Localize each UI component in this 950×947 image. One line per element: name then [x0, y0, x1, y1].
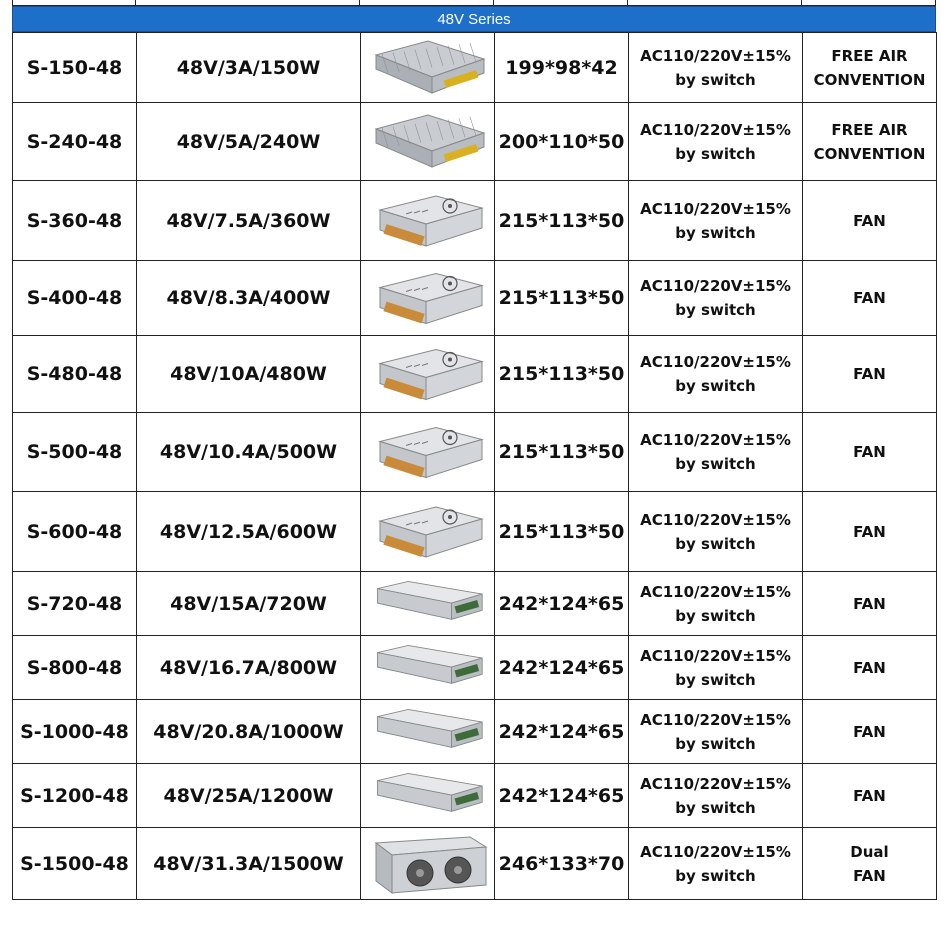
cooling-line1: FAN [853, 211, 886, 230]
product-image-cell [361, 700, 495, 764]
previous-header-stub [12, 0, 936, 6]
cooling-cell [803, 261, 937, 336]
dimensions-cell: 215*113*50 [495, 261, 629, 336]
cooling-cell [803, 103, 937, 181]
power-supply-image [366, 768, 490, 824]
product-image-cell [361, 261, 495, 336]
dimensions-cell: 215*113*50 [495, 492, 629, 572]
product-image-cell [361, 103, 495, 181]
product-image-cell [361, 492, 495, 572]
input-voltage-line1: AC110/220V±15% [640, 199, 791, 218]
cooling-cell [803, 572, 937, 636]
output-spec-cell: 48V/10A/480W [137, 336, 361, 413]
input-voltage-cell [629, 492, 803, 572]
model-cell: S-1200-48 [13, 764, 137, 828]
output-spec-cell: 48V/3A/150W [137, 33, 361, 103]
cooling-line1: FAN [853, 594, 886, 613]
product-image-cell [361, 33, 495, 103]
table-row [13, 33, 937, 103]
input-voltage-line2: by switch [675, 798, 756, 817]
input-voltage-line1: AC110/220V±15% [640, 510, 791, 529]
product-image-cell [361, 413, 495, 492]
product-image-cell [361, 181, 495, 261]
dimensions-cell: 215*113*50 [495, 413, 629, 492]
model-cell: S-360-48 [13, 181, 137, 261]
input-voltage-line2: by switch [675, 301, 756, 319]
input-voltage-line2: by switch [675, 223, 756, 242]
model-cell: S-720-48 [13, 572, 137, 636]
table-row [13, 828, 937, 900]
input-voltage-cell [629, 764, 803, 828]
input-voltage-line2: by switch [675, 377, 756, 395]
cooling-line1: FAN [853, 443, 886, 461]
product-image-cell [361, 636, 495, 700]
input-voltage-cell [629, 181, 803, 261]
series-title: 48V Series [12, 6, 936, 32]
cooling-line1: FAN [853, 365, 886, 383]
dimensions-cell: 242*124*65 [495, 572, 629, 636]
input-voltage-line2: by switch [675, 734, 756, 753]
table-row [13, 261, 937, 336]
input-voltage-line2: by switch [675, 455, 756, 473]
power-supply-image [366, 640, 490, 696]
model-cell: S-400-48 [13, 261, 137, 336]
input-voltage-line2: by switch [675, 144, 756, 163]
cooling-line1: FREE AIR [831, 46, 908, 65]
input-voltage-cell [629, 261, 803, 336]
cooling-cell [803, 636, 937, 700]
output-spec-cell: 48V/25A/1200W [137, 764, 361, 828]
spec-table [12, 32, 937, 900]
cooling-line1: FREE AIR [831, 120, 908, 139]
input-voltage-line1: AC110/220V±15% [640, 710, 791, 729]
power-supply-image [366, 832, 490, 896]
cooling-line1: FAN [853, 289, 886, 307]
cooling-cell [803, 413, 937, 492]
input-voltage-cell [629, 700, 803, 764]
cooling-cell [803, 700, 937, 764]
power-supply-image [366, 37, 490, 99]
input-voltage-line2: by switch [675, 866, 756, 885]
output-spec-cell: 48V/20.8A/1000W [137, 700, 361, 764]
power-supply-image [366, 107, 490, 177]
cooling-cell [803, 336, 937, 413]
cooling-cell [803, 492, 937, 572]
input-voltage-line1: AC110/220V±15% [640, 120, 791, 139]
model-cell: S-150-48 [13, 33, 137, 103]
power-supply-image [366, 496, 490, 568]
input-voltage-cell [629, 572, 803, 636]
power-supply-image [366, 576, 490, 632]
cooling-line1: FAN [853, 786, 886, 805]
dimensions-cell: 242*124*65 [495, 700, 629, 764]
cooling-line2: CONVENTION [813, 144, 926, 163]
model-cell: S-480-48 [13, 336, 137, 413]
input-voltage-line1: AC110/220V±15% [640, 431, 791, 449]
input-voltage-cell [629, 103, 803, 181]
cooling-line1: FAN [853, 522, 886, 541]
input-voltage-line2: by switch [675, 670, 756, 689]
model-cell: S-1000-48 [13, 700, 137, 764]
product-image-cell [361, 764, 495, 828]
input-voltage-line1: AC110/220V±15% [640, 774, 791, 793]
product-image-cell [361, 572, 495, 636]
input-voltage-cell [629, 828, 803, 900]
output-spec-cell: 48V/8.3A/400W [137, 261, 361, 336]
input-voltage-line2: by switch [675, 534, 756, 553]
product-image-cell [361, 336, 495, 413]
cooling-cell [803, 181, 937, 261]
input-voltage-line1: AC110/220V±15% [640, 46, 791, 65]
power-supply-image [366, 340, 490, 409]
input-voltage-line2: by switch [675, 606, 756, 625]
cooling-line1: Dual [850, 842, 889, 861]
table-row [13, 492, 937, 572]
table-row [13, 103, 937, 181]
cooling-cell [803, 764, 937, 828]
table-row [13, 700, 937, 764]
dimensions-cell: 215*113*50 [495, 181, 629, 261]
table-row [13, 764, 937, 828]
model-cell: S-800-48 [13, 636, 137, 700]
output-spec-cell: 48V/10.4A/500W [137, 413, 361, 492]
table-row [13, 413, 937, 492]
input-voltage-cell [629, 336, 803, 413]
product-image-cell [361, 828, 495, 900]
table-row [13, 336, 937, 413]
output-spec-cell: 48V/12.5A/600W [137, 492, 361, 572]
cooling-cell [803, 33, 937, 103]
table-row [13, 181, 937, 261]
dimensions-cell: 242*124*65 [495, 764, 629, 828]
input-voltage-line1: AC110/220V±15% [640, 646, 791, 665]
table-row [13, 572, 937, 636]
model-cell: S-240-48 [13, 103, 137, 181]
power-supply-image [366, 185, 490, 257]
cooling-line1: FAN [853, 658, 886, 677]
cooling-line1: FAN [853, 722, 886, 741]
output-spec-cell: 48V/7.5A/360W [137, 181, 361, 261]
output-spec-cell: 48V/31.3A/1500W [137, 828, 361, 900]
cooling-line2: FAN [853, 866, 886, 885]
input-voltage-cell [629, 413, 803, 492]
cooling-cell [803, 828, 937, 900]
table-row [13, 636, 937, 700]
dimensions-cell: 246*133*70 [495, 828, 629, 900]
dimensions-cell: 215*113*50 [495, 336, 629, 413]
dimensions-cell: 199*98*42 [495, 33, 629, 103]
model-cell: S-1500-48 [13, 828, 137, 900]
spec-table-body [13, 33, 937, 900]
input-voltage-line2: by switch [675, 70, 756, 89]
model-cell: S-600-48 [13, 492, 137, 572]
model-cell: S-500-48 [13, 413, 137, 492]
input-voltage-cell [629, 636, 803, 700]
spec-sheet [12, 0, 936, 900]
dimensions-cell: 242*124*65 [495, 636, 629, 700]
dimensions-cell: 200*110*50 [495, 103, 629, 181]
output-spec-cell: 48V/16.7A/800W [137, 636, 361, 700]
input-voltage-cell [629, 33, 803, 103]
input-voltage-line1: AC110/220V±15% [640, 277, 791, 295]
input-voltage-line1: AC110/220V±15% [640, 582, 791, 601]
output-spec-cell: 48V/5A/240W [137, 103, 361, 181]
power-supply-image [366, 265, 490, 332]
output-spec-cell: 48V/15A/720W [137, 572, 361, 636]
cooling-line2: CONVENTION [813, 70, 926, 89]
input-voltage-line1: AC110/220V±15% [640, 842, 791, 861]
power-supply-image [366, 417, 490, 488]
input-voltage-line1: AC110/220V±15% [640, 353, 791, 371]
power-supply-image [366, 704, 490, 760]
